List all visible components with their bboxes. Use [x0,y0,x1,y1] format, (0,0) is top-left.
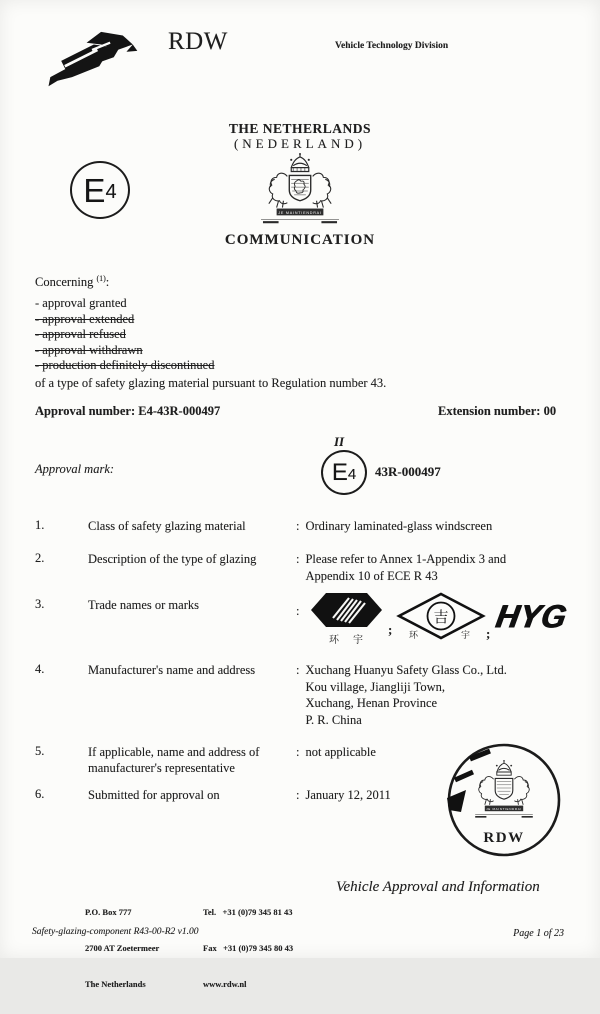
concerning-option: - approval granted [35,296,127,310]
field-number: 6. [35,787,45,801]
field-label: Trade names or marks [88,598,199,612]
approval-mark-label: Approval mark: [35,462,115,476]
field-number: 2. [35,551,45,565]
field-value: Kou village, Jiangliji Town, [305,679,445,694]
stamp-motto: JE MAINTIENDRAI [486,806,522,811]
trademark-cjk-character: 宇 [353,635,363,646]
field-label: Class of safety glazing material [88,519,246,533]
field-value: Xuchang Huanyu Safety Glass Co., Ltd. [305,663,507,677]
field-number: 5. [35,744,45,758]
footer-contact-line: www.rdw.nl [203,979,247,989]
approval-number-label: Approval number: [35,404,136,418]
footer-address-line: 2700 AT Zoetermeer [85,943,160,953]
field-number: 4. [35,662,45,676]
glazing-class-numeral: II [334,434,345,449]
field-colon: : [296,663,300,677]
concerning-subject: of a type of safety glazing material pursuant to Regulation number 43. [35,376,387,390]
field-value: Please refer to Annex 1-Appendix 3 and [305,552,507,566]
field-value: Xuchang, Henan Province [305,696,438,710]
footer-contact-line: Tel. +31 (0)79 345 81 43 [203,907,293,917]
rdw-bird-logo-icon [46,30,138,88]
e-mark-digit: 4 [105,181,117,203]
e-mark-letter: E [83,171,106,209]
extension-number-line [438,404,556,419]
e-mark-letter: E [331,458,348,486]
trademark-cjk-character: 环 [329,635,339,646]
field-colon: : [296,788,300,802]
field-colon: : [296,745,300,759]
field-value: not applicable [305,745,376,759]
e4-approval-mark-small-icon [321,450,367,495]
concerning-label: Concerning [35,275,94,290]
stamp-rdw-label: RDW [483,830,525,846]
approval-number-line [35,404,220,419]
field-colon: : [296,604,300,618]
field-value: Ordinary laminated-glass windscreen [305,519,493,533]
extension-number-label: Extension number: [438,404,541,418]
country-subtitle: (NEDERLAND) [233,136,367,151]
trademark-hyg-logo: HYG [492,598,570,635]
trademark-separator: ; [486,626,491,641]
field-value: January 12, 2011 [305,788,391,802]
footnote-ref: (1) [96,274,106,283]
approval-mark-number: 43R-000497 [375,464,441,479]
page-number: Page 1 of 23 [513,928,564,939]
e-mark-digit: 4 [347,466,357,483]
field-label: Submitted for approval on [88,788,220,802]
concerning-colon: : [105,275,110,290]
field-value: P. R. China [305,712,362,727]
coat-of-arms-motto: JE MAINTIENDRAI [278,210,322,215]
footer-tagline: Vehicle Approval and Information [336,879,540,895]
concerning-heading [35,271,109,291]
approval-number-value: E4-43R-000497 [138,404,221,418]
trademark-cjk-character: 宇 [461,630,471,640]
footer-address-line: P.O. Box 777 [85,907,132,917]
field-label: Description of the type of glazing [88,552,257,566]
document-reference: Safety-glazing-component R43-00-R2 v1.00 [32,927,199,937]
field-value: Appendix 10 of ECE R 43 [305,568,438,583]
field-colon: : [296,519,300,533]
footer-address-line: The Netherlands [85,979,146,989]
field-number: 1. [35,518,45,532]
netherlands-coat-of-arms-icon [251,153,349,229]
concerning-option: - approval extended [35,311,135,326]
concerning-option: - approval withdrawn [35,342,143,357]
rdw-stamp-icon [440,738,566,864]
e4-approval-mark-icon [70,161,130,219]
document-type-title: COMMUNICATION [224,232,376,248]
division-label: Vehicle Technology Division [335,41,449,51]
field-label: If applicable, name and address of [88,745,260,759]
footer-contact-line: Fax +31 (0)79 345 80 43 [203,943,294,953]
trademark-diamond-logo-icon [397,592,485,650]
field-label: manufacturer's representative [88,761,235,775]
concerning-option: - production definitely discontinued [35,358,215,372]
brand-name: RDW [168,28,228,55]
country-title: THE NETHERLANDS [228,121,372,136]
concerning-option: - approval refused [35,327,126,341]
trademark-separator: ; [388,622,393,637]
extension-number-value: 00 [543,404,557,418]
field-colon: : [296,552,300,566]
trademark-hexagon-logo-icon [309,591,385,649]
trademark-cjk-character: 环 [409,630,419,640]
field-number: 3. [35,597,45,611]
trademark-inner-character: 吉 [433,610,449,626]
field-label: Manufacturer's name and address [88,663,256,677]
